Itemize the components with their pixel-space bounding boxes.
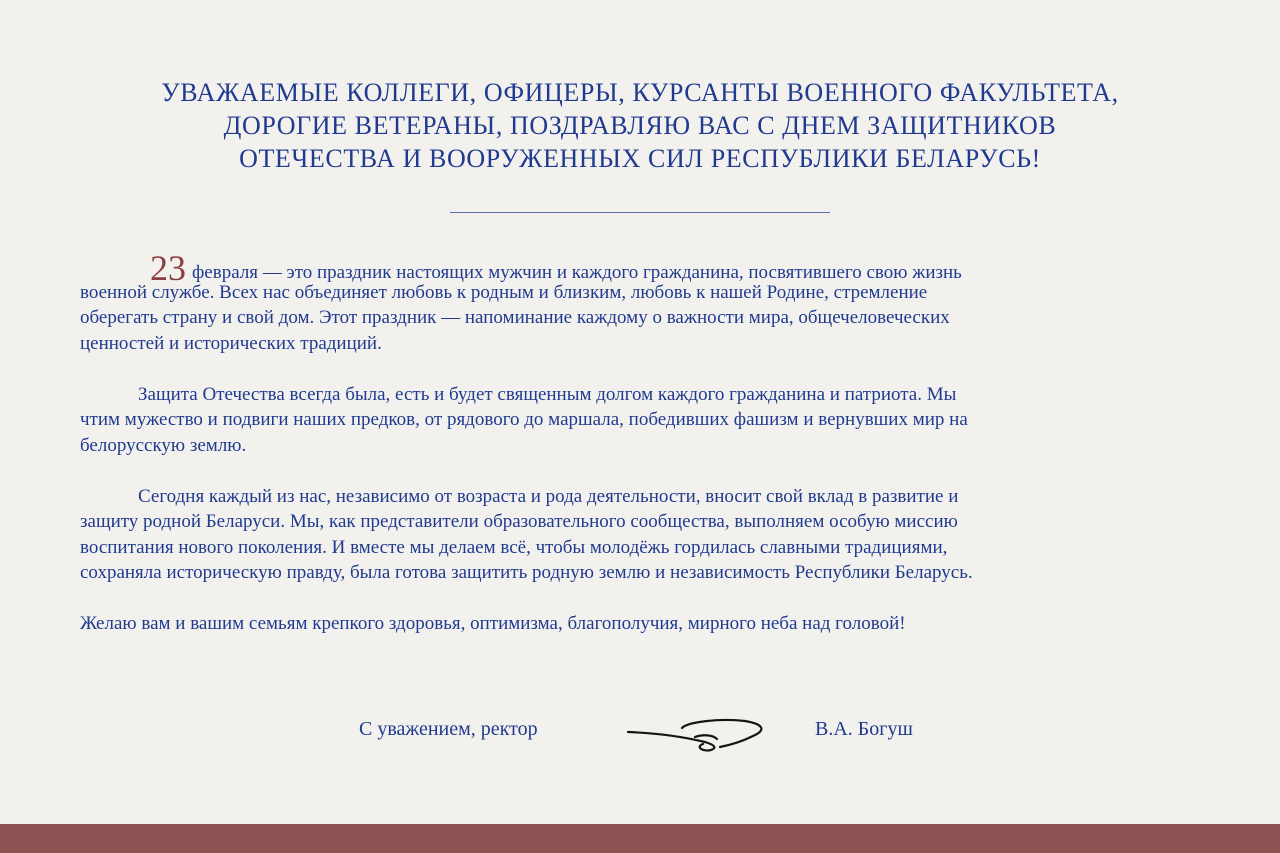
signature-label: С уважением, ректор: [359, 718, 538, 740]
paragraph-line: военной службе. Всех нас объединяет любовь к родным и близким, любовь к нашей Родине, стремление: [80, 281, 928, 303]
paragraph-line: ценностей и исторических традиций.: [80, 332, 382, 354]
paragraph-line: Сегодня каждый из нас, независимо от возраста и рода деятельности, вносит свой вклад в развитие и: [138, 485, 959, 507]
paragraph-line: Желаю вам и вашим семьям крепкого здоровья, оптимизма, благополучия, мирного неба над головой!: [80, 613, 906, 634]
date-dropcap: 23: [150, 248, 186, 288]
paragraph-text: февраля — это праздник настоящих мужчин и каждого гражданина, посвятившего свою жизнь: [192, 262, 962, 283]
paragraph-line: чтим мужество и подвиги наших предков, от рядового до маршала, победивших фашизм и вернувших мир на: [80, 409, 968, 430]
paragraph-line: Защита Отечества всегда была, есть и будет священным долгом каждого гражданина и патриота. Мы: [138, 383, 957, 405]
paragraph-line: оберегать страну и свой дом. Этот праздник — напоминание каждому о важности мира, общечеловеческих: [80, 307, 950, 328]
paragraph-4: [80, 611, 1200, 637]
paragraph-line: защиту родной Беларуси. Мы, как представители образовательного сообщества, выполняем особую миссию: [80, 511, 958, 532]
title-line: ДОРОГИЕ ВЕТЕРАНЫ, ПОЗДРАВЛЯЮ ВАС С ДНЕМ ЗАЩИТНИКОВ: [223, 111, 1057, 140]
paragraph-3: [80, 484, 1200, 586]
paragraph-1: [80, 248, 1200, 356]
signature-block: [0, 716, 1280, 756]
paragraph-line: воспитания нового поколения. И вместе мы делаем всё, чтобы молодёжь гордилась славными традициями,: [80, 536, 948, 558]
title-line: УВАЖАЕМЫЕ КОЛЛЕГИ, ОФИЦЕРЫ, КУРСАНТЫ ВОЕННОГО ФАКУЛЬТЕТА,: [161, 78, 1119, 107]
signatory-name: В.А. Богуш: [815, 718, 913, 740]
footer-bar: [0, 824, 1280, 853]
title-divider: [450, 212, 830, 213]
paragraph-line: сохраняла историческую правду, была готова защитить родную землю и независимость Республики Беларусь.: [80, 562, 973, 583]
letter-body: [80, 248, 1200, 662]
title-line: ОТЕЧЕСТВА И ВООРУЖЕННЫХ СИЛ РЕСПУБЛИКИ БЕЛАРУСЬ!: [239, 144, 1041, 173]
paragraph-2: [80, 382, 1200, 459]
page-title: [80, 76, 1200, 175]
paragraph-line: [80, 248, 1200, 288]
handwritten-signature: [625, 716, 775, 756]
paragraph-line: белорусскую землю.: [80, 434, 247, 456]
